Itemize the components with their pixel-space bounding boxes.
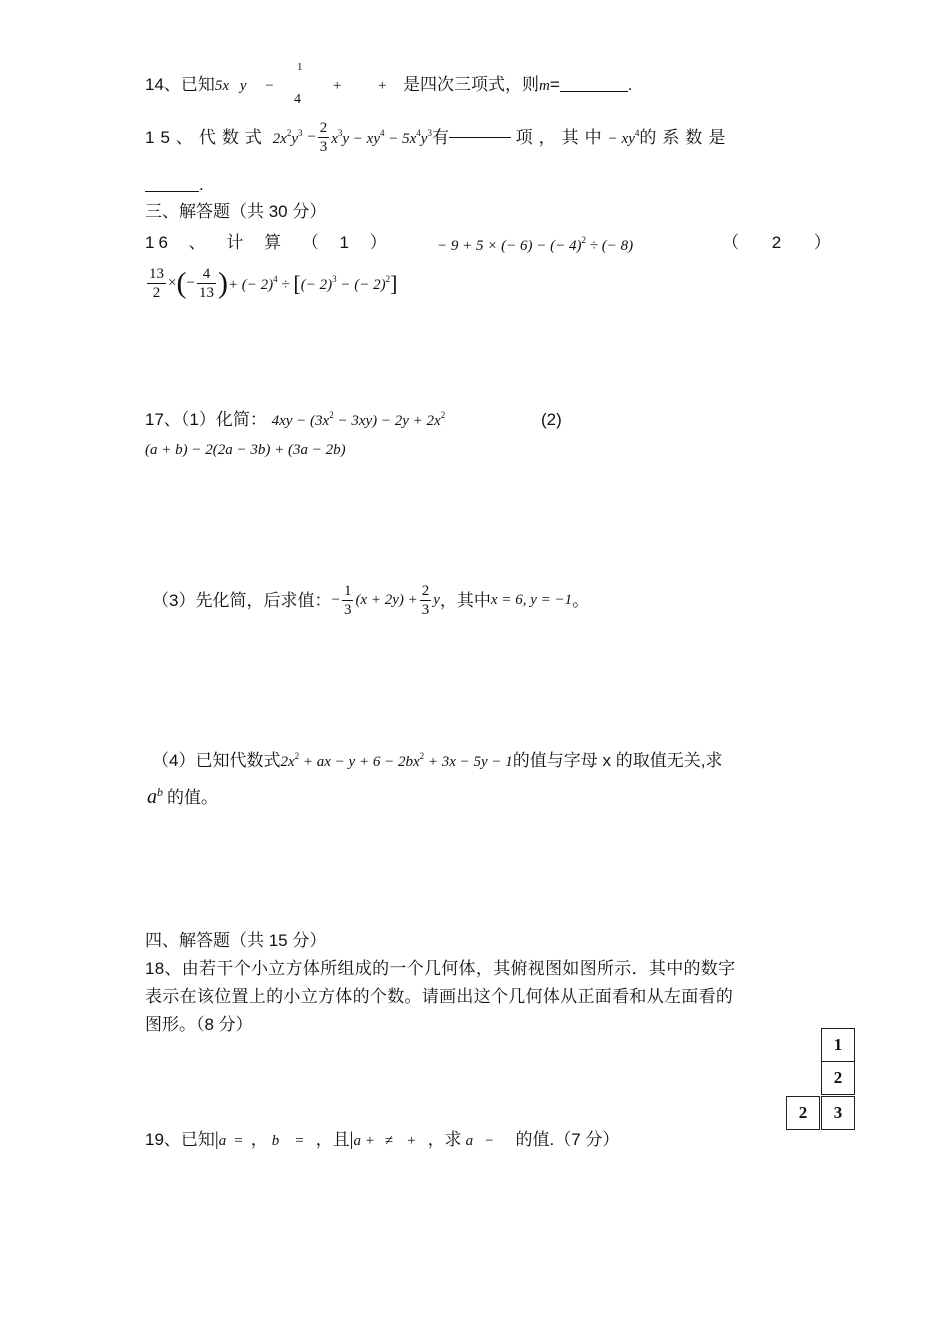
q14-plus-1: + [333,78,342,94]
q17-p3-frac2: $\frac{2}{3}$ [421,583,430,618]
q17-p3-text: ，其中 [439,591,491,610]
q17-part4-line2 [147,786,218,807]
q16-paren-close: ) [217,266,228,300]
q14-plus-2: + [378,78,387,94]
q16-expr2 [145,266,397,301]
q19-comma2: ，且 [315,1130,350,1149]
q18-line3: 图形。（8 分） [145,1015,253,1034]
q19-abs-a: a [218,1133,227,1149]
q19-plus: + [407,1133,416,1149]
q15-term2: $x^3y - xy^4 - 5x^4y^3$ [331,127,432,147]
q17-p3-cond: x = 6, y = −1 [490,592,573,608]
q19-abs2: a + [353,1133,375,1149]
section-4-title: 四、解答题（共 15 分） [145,931,327,950]
q15-prefix: 15、代数式 [145,128,268,147]
q17-label: 17、（1）化简： [145,410,267,429]
q19-comma3: ，求 [427,1130,462,1149]
q14-prefix: 14、已知 [145,75,215,94]
grid-cell-bottom-right: 3 [821,1096,855,1130]
q14-term-y: y [239,78,247,94]
q19-tail: 的值.（7 分） [515,1130,620,1149]
q15-end: . [199,175,204,194]
grid-cell-top-right: 1 [821,1028,855,1062]
q17-p4-text: 的值与字母 x 的取值无关,求 [512,751,723,770]
q19-neq: ≠ [384,1133,394,1149]
q15-coef-blank[interactable] [145,191,199,192]
q17-p3-y: y [433,592,440,608]
q17-p4-expr: $2x^2$ + ax − $y + 6 - 2bx^2 + 3x - 5y - 1$ [280,751,513,770]
q15-minus: − [307,129,316,145]
grid-cell-bottom-left: 2 [786,1096,820,1130]
q14-eq: = [549,75,560,94]
q15-term1: $2x^2y^3$ [272,127,303,147]
grid-cell-middle-right: 2 [821,1061,855,1095]
q19-prefix: 19、已知 [145,1130,215,1149]
q17-part3-label: （3）先化简，后求值： [152,591,332,610]
q19-minus: − [485,1133,494,1149]
q16-frac-13-2: $\frac{13}{2}$ [149,266,164,301]
q17-part4-label: （4）已知代数式 [152,751,281,770]
q17-part2-label: (2) [541,410,562,429]
q19-b: b [271,1133,280,1149]
question-14 [145,76,274,94]
q18-line1: 18、由若干个小立方体所组成的一个几何体，其俯视图如图所示．其中的数字 [145,959,736,978]
q15-text-coef: 的系数是 [639,128,732,147]
q15-line2 [145,176,204,193]
q15-coef-term: − $xy^4$ [607,127,640,147]
section-3-title: 三、解答题（共 30 分） [145,202,327,221]
q15-text-you: 有 [431,128,449,147]
q18-line2: 表示在该位置上的小立方体的个数。请画出这个几何体从正面看和从左面看的 [145,987,734,1006]
q16-expr1: − 9 + 5 × (− 6) − (− 4)$^2$ ÷ (− 8) [437,235,634,254]
q16-times: × [168,275,177,291]
q14-answer-blank[interactable] [560,91,628,92]
q17-expr1: $4xy - (3x^2 - 3xy) - 2y + 2x^2$ [271,410,446,429]
q19-eq2: = [295,1133,304,1149]
q17-expr2: (a + b) − 2(2a − 3b) + (3a − 2b) [145,442,346,458]
q16-inner-minus: − [186,275,195,291]
question-19 [145,1130,619,1149]
q16-paren-open: ( [176,266,187,300]
q17-p3-end: 。 [572,591,590,610]
q15-terms-blank[interactable] [449,137,511,138]
question-17 [145,411,445,429]
q15-fraction: $\frac{2}{3}$ [319,120,328,155]
q14-minus: − [265,78,274,94]
q16-rest: + (− 2)$^4$ ÷ [(− 2)$^3$ − (− 2)$^2$] [227,270,398,296]
q19-a2: a [465,1133,474,1149]
q17-p3-frac1: $\frac{1}{3}$ [343,583,352,618]
q17-part3 [152,583,589,618]
q17-p3-mid: (x + 2y) + [355,592,418,608]
q17-p3-minus: − [331,592,340,608]
q14-var-m: m [539,78,550,94]
q17-p4-text2: 的值。 [167,788,218,807]
q16-part2-label: （ 2 ） [722,233,845,252]
q16-frac-4-13: $\frac{4}{13}$ [198,266,214,301]
q19-eq1: = [234,1133,243,1149]
q14-text-mid: 是四次三项式，则 [403,75,539,94]
q15-text-xiang: 项，其中 [515,128,608,147]
q14-frac-den: 4 [294,92,301,107]
question-15 [145,120,731,155]
q14-frac-num: 1 [297,61,303,73]
q14-text [403,76,633,94]
q19-abs-bar-1: | [214,1129,219,1150]
q19-abs-bar-2: | [349,1129,354,1150]
q14-term-5x: 5x [214,78,230,94]
q17-part4 [152,752,722,770]
q17-p4-a: a [147,786,157,808]
q19-comma1: ， [250,1130,268,1149]
q17-p4-b: b [157,785,163,799]
question-16 [145,234,391,251]
q14-end: . [627,75,633,94]
q16-label: 16 、 计 算 （ 1 ） [145,233,391,252]
